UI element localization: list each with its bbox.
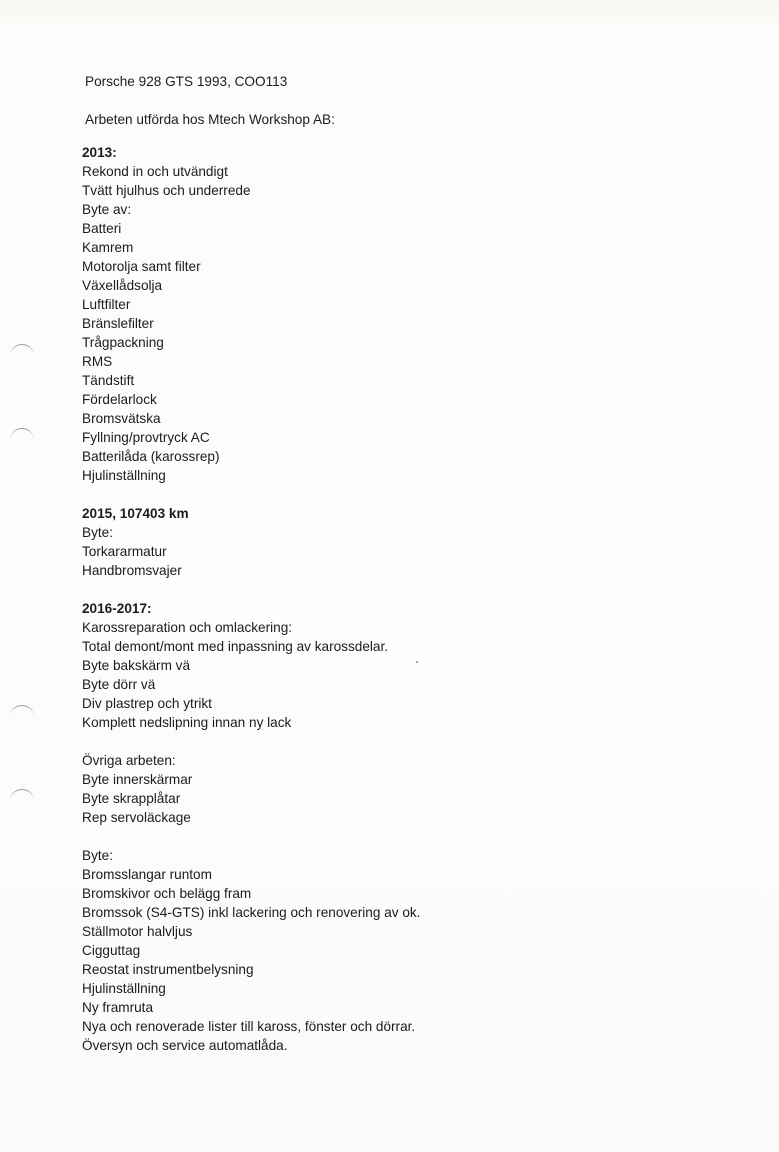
list-item: Växellådsolja: [82, 278, 163, 293]
list-item: Byte av:: [82, 202, 132, 217]
section-replacements: [82, 846, 742, 1055]
list-item: Hjulinställning: [82, 468, 166, 483]
list-item: Byte innerskärmar: [82, 772, 193, 787]
list-item: Karossreparation och omlackering:: [82, 620, 293, 635]
list-item: Nya och renoverade lister till kaross, fönster och dörrar.: [82, 1019, 416, 1034]
list-item: Batterilåda (karossrep): [82, 449, 220, 464]
section-heading: 2015, 107403 km: [82, 506, 189, 521]
list-item: Bränslefilter: [82, 316, 154, 331]
document-intro: Arbeten utförda hos Mtech Workshop AB:: [85, 112, 335, 127]
section-2016-2017: [82, 599, 742, 732]
list-item: Hjulinställning: [82, 981, 166, 996]
list-item: Luftfilter: [82, 297, 131, 312]
list-item: Ställmotor halvljus: [82, 924, 193, 939]
punch-hole-mark: [10, 344, 34, 357]
list-item: Översyn och service automatlåda.: [82, 1038, 288, 1053]
list-item: Trågpackning: [82, 335, 164, 350]
list-item: Tändstift: [82, 373, 135, 388]
list-item: Rep servoläckage: [82, 810, 191, 825]
list-item: Batteri: [82, 221, 122, 236]
list-item: Rekond in och utvändigt: [82, 164, 228, 179]
list-item: Bromsvätska: [82, 411, 161, 426]
list-item: Fyllning/provtryck AC: [82, 430, 210, 445]
section-other-work: [82, 751, 742, 827]
list-item: Byte skrapplåtar: [82, 791, 181, 806]
list-item: RMS: [82, 354, 113, 369]
list-item: Bromsslangar runtom: [82, 867, 212, 882]
section-heading: 2016-2017:: [82, 601, 152, 616]
list-item: Div plastrep och ytrikt: [82, 696, 212, 711]
list-item: Bromssok (S4-GTS) inkl lackering och renovering av ok.: [82, 905, 421, 920]
list-item: Bromskivor och belägg fram: [82, 886, 252, 901]
list-item: Tvätt hjulhus och underrede: [82, 183, 251, 198]
list-item: Motorolja samt filter: [82, 259, 201, 274]
list-item: Komplett nedslipning innan ny lack: [82, 715, 292, 730]
list-item: Torkararmatur: [82, 544, 167, 559]
document-body: [82, 72, 742, 1055]
list-item: Byte:: [82, 848, 113, 863]
section-heading: 2013:: [82, 145, 117, 160]
list-item: Reostat instrumentbelysning: [82, 962, 254, 977]
punch-hole-mark: [10, 789, 34, 802]
list-item: Byte bakskärm vä: [82, 658, 191, 673]
list-item: Handbromsvajer: [82, 563, 182, 578]
list-item: Total demont/mont med inpassning av karossdelar.: [82, 639, 389, 654]
list-item: Ny framruta: [82, 1000, 154, 1015]
document-header: [85, 72, 742, 129]
list-item: Övriga arbeten:: [82, 753, 176, 768]
list-item: Fördelarlock: [82, 392, 157, 407]
punch-hole-mark: [10, 428, 34, 441]
list-item: Kamrem: [82, 240, 134, 255]
document-title: Porsche 928 GTS 1993, COO113: [85, 74, 288, 89]
list-item: Byte:: [82, 525, 113, 540]
section-2015: [82, 504, 742, 580]
list-item: Cigguttag: [82, 943, 141, 958]
section-2013: [82, 143, 742, 485]
punch-hole-mark: [10, 705, 34, 718]
list-item: Byte dörr vä: [82, 677, 156, 692]
